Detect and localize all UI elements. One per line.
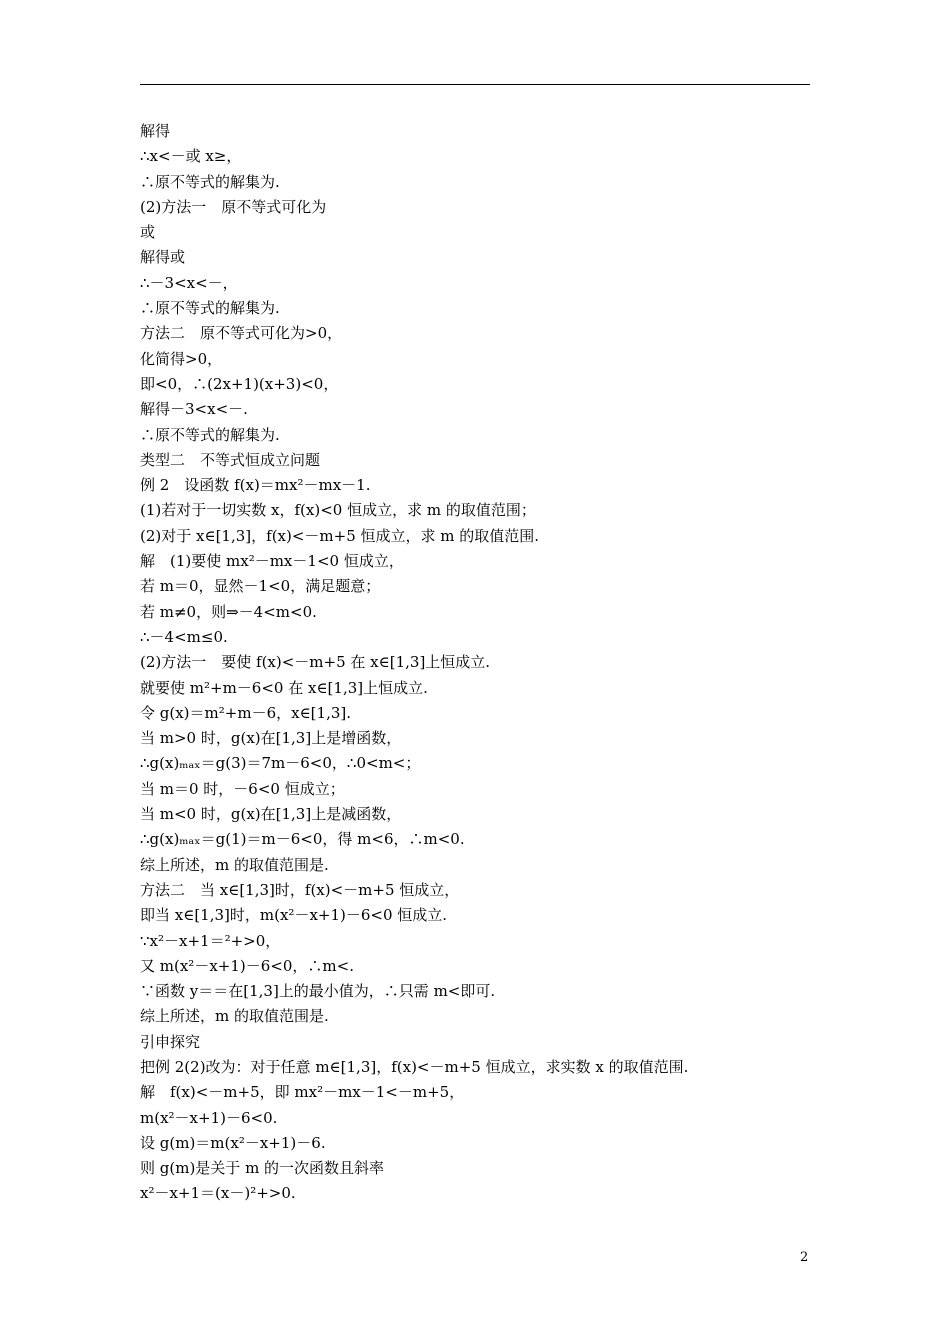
text-line: 方法二 原不等式可化为>0， bbox=[140, 324, 343, 343]
text-line: ∴－4<m≤0. bbox=[140, 627, 228, 646]
text-line: 解得 bbox=[140, 122, 171, 140]
text-line: 解得或 bbox=[140, 248, 186, 267]
header-rule bbox=[140, 84, 810, 85]
text-line: 综上所述，m 的取值范围是. bbox=[140, 1007, 329, 1026]
text-line: (2)方法一 原不等式可化为 bbox=[140, 197, 327, 216]
text-line: ∵x²－x+1＝²+>0， bbox=[140, 931, 281, 950]
text-line: ∴g(x)ₘₐₓ＝g(1)＝m－6<0，得 m<6，∴m<0. bbox=[140, 830, 465, 849]
text-line: 当 m＝0 时，－6<0 恒成立； bbox=[140, 779, 345, 798]
text-line: (1)若对于一切实数 x，f(x)<0 恒成立，求 m 的取值范围； bbox=[140, 501, 536, 520]
text-line: ∴－3<x<－， bbox=[140, 273, 238, 292]
text-line: 例 2 设函数 f(x)＝mx²－mx－1. bbox=[140, 476, 371, 495]
text-line: 类型二 不等式恒成立问题 bbox=[140, 450, 321, 469]
text-line: 解 f(x)<－m+5，即 mx²－mx－1<－m+5， bbox=[140, 1083, 465, 1102]
text-line: ∵函数 y＝＝在[1,3]上的最小值为，∴只需 m<即可. bbox=[140, 982, 496, 1001]
text-line: ∴g(x)ₘₐₓ＝g(3)＝7m－6<0，∴0<m<； bbox=[140, 754, 421, 773]
text-line: x²－x+1＝(x－)²+>0. bbox=[140, 1184, 296, 1203]
text-line: 即当 x∈[1,3]时，m(x²－x+1)－6<0 恒成立. bbox=[140, 906, 448, 925]
text-line: 解 (1)要使 mx²－mx－1<0 恒成立， bbox=[140, 552, 404, 571]
text-line: ∴x<－或 x≥， bbox=[140, 147, 242, 166]
text-line: 或 bbox=[140, 223, 156, 242]
text-line: 若 m≠0，则⇒－4<m<0. bbox=[140, 602, 317, 621]
text-line: 又 m(x²－x+1)－6<0，∴m<. bbox=[140, 956, 354, 975]
text-line: 令 g(x)＝m²+m－6，x∈[1,3]. bbox=[140, 703, 351, 722]
page-number: 2 bbox=[800, 1250, 809, 1265]
text-line: 当 m>0 时，g(x)在[1,3]上是增函数， bbox=[140, 729, 402, 748]
text-line: (2)方法一 要使 f(x)<－m+5 在 x∈[1,3]上恒成立. bbox=[140, 653, 491, 672]
text-line: 则 g(m)是关于 m 的一次函数且斜率 bbox=[140, 1159, 385, 1178]
text-line: 当 m<0 时，g(x)在[1,3]上是减函数， bbox=[140, 805, 402, 824]
document-body bbox=[140, 119, 810, 1207]
text-line: 解得－3<x<－. bbox=[140, 400, 248, 419]
text-line: 若 m＝0，显然－1<0，满足题意； bbox=[140, 577, 381, 596]
text-line: m(x²－x+1)－6<0. bbox=[140, 1108, 278, 1127]
text-line: 把例 2(2)改为：对于任意 m∈[1,3]，f(x)<－m+5 恒成立，求实数 x 的取值范围. bbox=[140, 1057, 689, 1076]
text-line: 设 g(m)＝m(x²－x+1)－6. bbox=[140, 1133, 326, 1152]
text-line: ∴原不等式的解集为. bbox=[140, 299, 280, 318]
text-line: ∴原不等式的解集为. bbox=[140, 425, 280, 444]
text-line: 即<0，∴(2x+1)(x+3)<0， bbox=[140, 374, 339, 393]
text-line: 化简得>0， bbox=[140, 349, 223, 368]
text-line: (2)对于 x∈[1,3]，f(x)<－m+5 恒成立，求 m 的取值范围. bbox=[140, 526, 540, 545]
text-line: 就要使 m²+m－6<0 在 x∈[1,3]上恒成立. bbox=[140, 678, 428, 697]
text-line: ∴原不等式的解集为. bbox=[140, 172, 280, 191]
text-line: 方法二 当 x∈[1,3]时，f(x)<－m+5 恒成立， bbox=[140, 880, 460, 899]
text-line: 综上所述，m 的取值范围是. bbox=[140, 855, 329, 874]
text-line: 引申探究 bbox=[140, 1032, 201, 1051]
